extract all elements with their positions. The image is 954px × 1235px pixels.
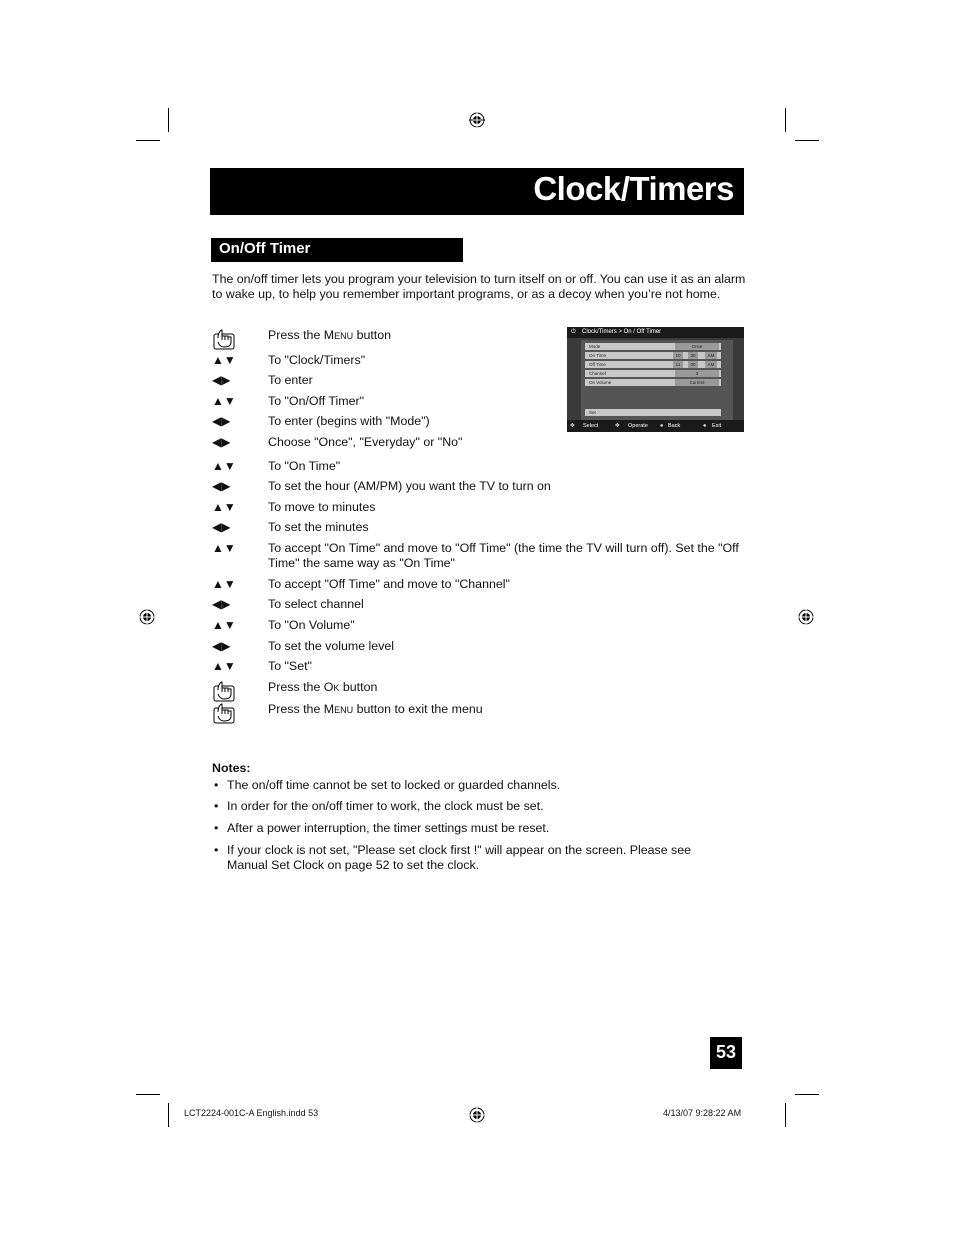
- crop-mark: [168, 1103, 169, 1127]
- step-text: [268, 680, 748, 695]
- timestamp-slug: 4/13/07 9:28:22 AM: [663, 1108, 742, 1118]
- left-right-arrows-icon: ◀▶: [212, 414, 231, 428]
- step-text: To set the volume level: [268, 639, 395, 653]
- menu-hand-icon: [212, 702, 252, 728]
- select-icon: ✥: [570, 423, 575, 429]
- page-number-box: [710, 1037, 742, 1069]
- up-down-arrows-icon: ▲▼: [212, 394, 236, 408]
- left-right-arrows-icon: ◀▶: [212, 373, 231, 387]
- step-text: [268, 702, 748, 717]
- exit-icon: ●: [703, 423, 707, 429]
- osd-row-off-time: [585, 361, 721, 368]
- up-down-arrows-icon: ▲▼: [212, 459, 236, 473]
- crop-mark: [795, 140, 819, 141]
- note-text: In order for the on/off timer to work, the clock must be set.: [227, 799, 544, 813]
- registration-mark-icon: [798, 609, 814, 625]
- step-text-post: button: [353, 328, 392, 342]
- registration-mark-icon: [469, 1107, 485, 1123]
- up-down-arrows-icon: ▲▼: [212, 500, 236, 514]
- page-number: 53: [715, 1042, 737, 1062]
- osd-minute: 00: [688, 361, 698, 368]
- button-name: Ok: [323, 680, 340, 694]
- back-icon: ●: [660, 423, 664, 429]
- step-text-pre: Press the: [268, 702, 324, 716]
- osd-hour: 10: [673, 352, 683, 359]
- step-text: To set the hour (AM/PM) you want the TV to turn on: [268, 479, 551, 493]
- step-text: To "On Time": [268, 459, 341, 473]
- file-slug: LCT2224-001C-A English.indd 53: [184, 1108, 319, 1118]
- osd-panel: [581, 340, 733, 420]
- osd-ampm: AM: [705, 361, 717, 368]
- step-text-pre: Press the: [268, 328, 324, 342]
- step-text: To move to minutes: [268, 500, 376, 514]
- step-text-pre: Press the: [268, 680, 324, 694]
- osd-hour: 11: [673, 361, 683, 368]
- osd-row-mode: [585, 343, 721, 350]
- osd-footer: [567, 420, 744, 432]
- osd-footer-back: Back: [668, 423, 681, 429]
- title-banner: [210, 168, 744, 215]
- up-down-arrows-icon: ▲▼: [212, 577, 236, 591]
- menu-hand-icon: [212, 328, 252, 354]
- osd-row-on-volume: [585, 379, 721, 386]
- registration-mark-icon: [469, 112, 485, 128]
- up-down-arrows-icon: ▲▼: [212, 618, 236, 632]
- operate-icon: ✥: [615, 423, 620, 429]
- step-text: To select channel: [268, 597, 364, 611]
- step-text-post: button to exit the menu: [353, 702, 483, 716]
- left-right-arrows-icon: ◀▶: [212, 435, 231, 449]
- osd-footer-exit: Exit: [712, 423, 722, 429]
- osd-footer-operate: Operate: [628, 423, 648, 429]
- left-right-arrows-icon: ◀▶: [212, 520, 231, 534]
- up-down-arrows-icon: ▲▼: [212, 659, 236, 673]
- left-right-arrows-icon: ◀▶: [212, 597, 231, 611]
- step-text: To enter (begins with "Mode"): [268, 414, 430, 428]
- up-down-arrows-icon: ▲▼: [212, 353, 236, 367]
- page-title: Clock/Timers: [533, 170, 734, 207]
- osd-row-label: Off Time: [589, 362, 606, 367]
- step-text: Choose "Once", "Everyday" or "No": [268, 435, 463, 449]
- button-name: Menu: [323, 328, 354, 342]
- crop-mark: [795, 1094, 819, 1095]
- left-right-arrows-icon: ◀▶: [212, 479, 231, 493]
- intro-paragraph: The on/off timer lets you program your television to turn itself on or off. You can use it as an alarm to wake up, to help you remember important programs, or as a decoy when you’re not home.: [212, 272, 746, 301]
- osd-set-label: Set: [589, 410, 596, 415]
- notes-heading: Notes:: [212, 761, 251, 775]
- osd-footer-select: Select: [583, 423, 599, 429]
- osd-screenshot: [567, 327, 744, 432]
- crop-mark: [136, 140, 160, 141]
- crop-mark: [785, 1103, 786, 1127]
- osd-row-label: Channel: [589, 371, 606, 376]
- step-text: To "On Volume": [268, 618, 355, 632]
- up-down-arrows-icon: ▲▼: [212, 541, 236, 555]
- step-text-post: button: [339, 680, 378, 694]
- button-name: Menu: [323, 702, 354, 716]
- osd-set-button: [585, 409, 721, 416]
- clock-icon: ⏻: [571, 329, 576, 335]
- step-text: To "Set": [268, 659, 312, 673]
- note-text: If your clock is not set, "Please set clock first !" will appear on the screen. Please see Manual Set Clock on page 52 to set the clock.: [227, 843, 692, 872]
- step-text: To set the minutes: [268, 520, 369, 534]
- step-text: To accept "Off Time" and move to "Channel": [268, 577, 510, 591]
- step-text: To "On/Off Timer": [268, 394, 365, 408]
- section-title: On/Off Timer: [219, 240, 311, 257]
- step-text: To enter: [268, 373, 313, 387]
- osd-row-value: Once: [675, 343, 719, 350]
- osd-row-value: Current: [675, 379, 719, 386]
- osd-row-value: 3: [675, 370, 719, 377]
- osd-row-label: On Volume: [589, 380, 612, 385]
- crop-mark: [136, 1094, 160, 1095]
- left-right-arrows-icon: ◀▶: [212, 639, 231, 653]
- osd-row-on-time: [585, 352, 721, 359]
- osd-header: [567, 327, 744, 338]
- registration-mark-icon: [139, 609, 155, 625]
- osd-minute: 30: [688, 352, 698, 359]
- osd-row-channel: [585, 370, 721, 377]
- step-text: To "Clock/Timers": [268, 353, 366, 367]
- osd-row-label: On Time: [589, 353, 607, 358]
- section-banner: [211, 238, 463, 262]
- osd-ampm: AM: [705, 352, 717, 359]
- note-text: After a power interruption, the timer settings must be reset.: [227, 821, 550, 835]
- crop-mark: [168, 108, 169, 132]
- crop-mark: [785, 108, 786, 132]
- step-text: To accept "On Time" and move to "Off Time" (the time the TV will turn off). Set the "Off Time" the same way as "On Time": [268, 541, 739, 570]
- osd-breadcrumb: Clock/Timers > On / Off Timer: [582, 329, 662, 335]
- note-text: The on/off time cannot be set to locked or guarded channels.: [227, 778, 561, 792]
- osd-row-label: Mode: [589, 344, 601, 349]
